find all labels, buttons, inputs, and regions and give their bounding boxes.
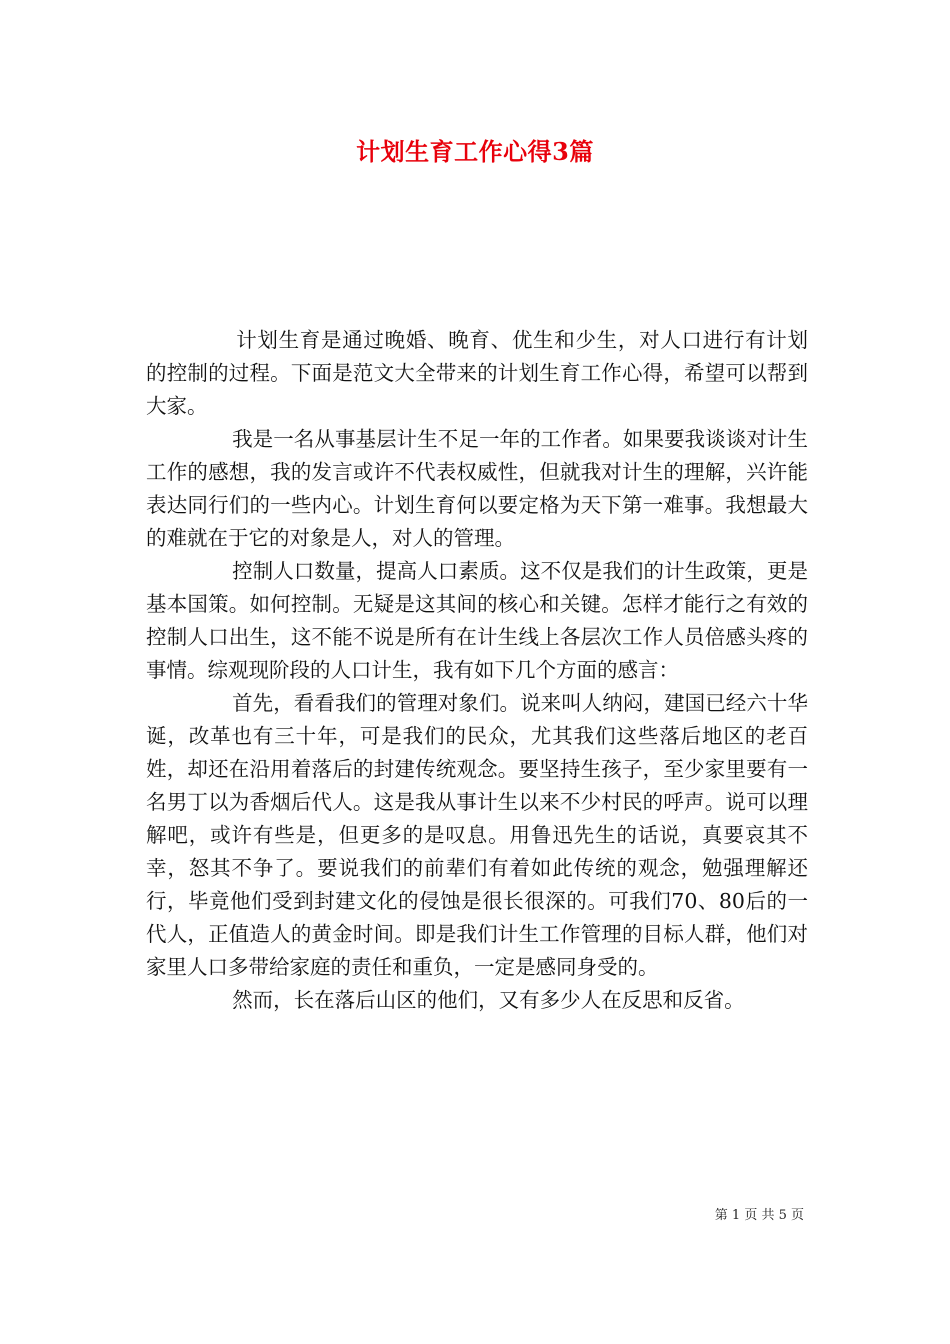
document-body	[146, 324, 808, 1017]
page-number-footer: 第 1 页 共 5 页	[714, 1208, 804, 1223]
paragraph-intro: 计划生育是通过晚婚、晚育、优生和少生，对人口进行有计划的控制的过程。下面是范文大全带来的计划生育工作心得，希望可以帮到大家。	[146, 328, 808, 418]
document-title: 计划生育工作心得3篇	[356, 137, 594, 166]
paragraph-1: 我是一名从事基层计生不足一年的工作者。如果要我谈谈对计生工作的感想，我的发言或许不代表权威性，但就我对计生的理解，兴许能表达同行们的一些内心。计划生育何以要定格为天下第一难事。我想最大的难就在于它的对象是人，对人的管理。	[146, 427, 808, 550]
paragraph-2: 控制人口数量，提高人口素质。这不仅是我们的计生政策，更是基本国策。如何控制。无疑是这其间的核心和关键。怎样才能行之有效的控制人口出生，这不能不说是所有在计生线上各层次工作人员倍感头疼的事情。综观现阶段的人口计生，我有如下几个方面的感言：	[146, 559, 808, 682]
paragraph-3: 首先，看看我们的管理对象们。说来叫人纳闷，建国已经六十华诞，改革也有三十年，可是我们的民众，尤其我们这些落后地区的老百姓，却还在沿用着落后的封建传统观念。要坚持生孩子，至少家里要有一名男丁以为香烟后代人。这是我从事计生以来不少村民的呼声。说可以理解吧，或许有些是，但更多的是叹息。用鲁迅先生的话说，真要哀其不幸，怒其不争了。要说我们的前辈们有着如此传统的观念，勉强理解还行，毕竟他们受到封建文化的侵蚀是很长很深的。可我们70、80后的一代人，正值造人的黄金时间。即是我们计生工作管理的目标人群，他们对家里人口多带给家庭的责任和重负，一定是感同身受的。	[146, 691, 808, 979]
paragraph-4: 然而，长在落后山区的他们，又有多少人在反思和反省。	[232, 988, 745, 1012]
